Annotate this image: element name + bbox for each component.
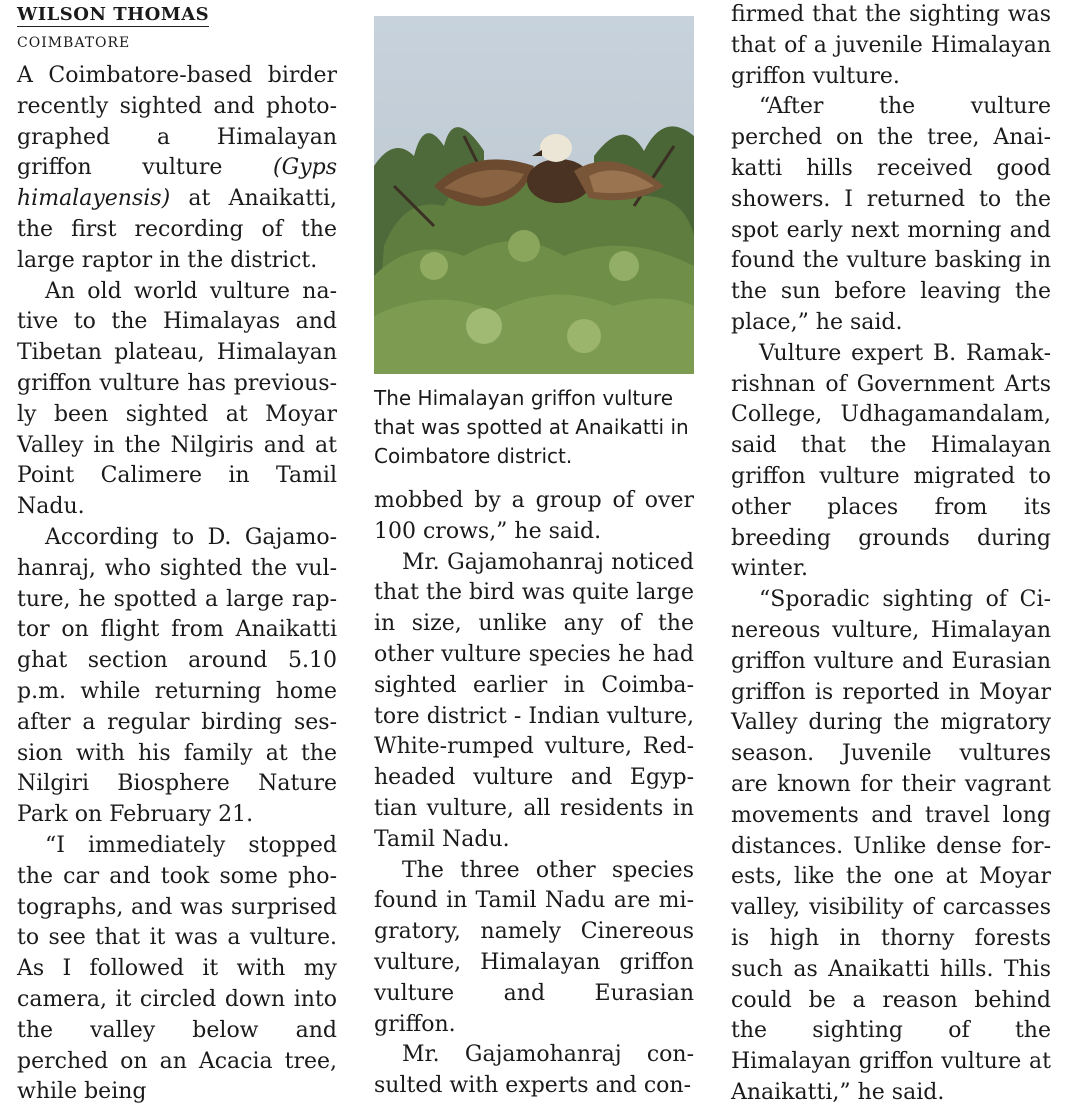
paragraph-species-comparison: Mr. Gajamohanraj noticed that the bird was quite large in size, unlike any of the other vulture species he had sighted earlier in Coimbatore district - Indian vulture, White-rumped vulture, Redheaded vulture and Egyptian vulture, all residents in Tamil Nadu. xyxy=(374,549,694,852)
vulture-photo-illustration xyxy=(374,16,694,374)
dateline-location: COIMBATORE xyxy=(17,35,131,51)
article-column-3 xyxy=(731,0,1051,1109)
paragraph-consulted: Mr. Gajamohanraj consulted with experts and con- xyxy=(374,1042,694,1099)
paragraph-background: An old world vulture native to the Himalayas and Tibetan plateau, Himalayan griffon vulture has previously been sighted at Moyar Valley in the Nilgiris and at Point Calimere in Tamil Nadu. xyxy=(17,278,337,520)
species-name: (Gyps himalayensis) xyxy=(17,155,337,212)
intro-text-a: A Coimbatore-based birder recently sighted and photographed a Himalayan griffon vulture xyxy=(17,63,337,181)
article-column-2 xyxy=(374,0,694,1102)
photo-caption: The Himalayan griffon vulture that was spotted at Anaikatti in Coimbatore district. xyxy=(374,386,689,468)
intro-text-b: at Anaikatti, the first recording of the large raptor in the district. xyxy=(17,186,337,273)
paragraph-confirmed: firmed that the sighting was that of a juvenile Himalayan griffon vulture. xyxy=(731,2,1051,89)
paragraph-mobbed: mobbed by a group of over 100 crows,” he said. xyxy=(374,488,694,544)
paragraph-quote-start: “I immediately stopped the car and took some photographs, and was surprised to see that it was a vulture. As I followed it with my camera, it circled down into the valley below and perched on an Acacia tree, while being xyxy=(17,832,337,1105)
author-byline: WILSON THOMAS xyxy=(17,0,209,27)
paragraph-intro xyxy=(17,61,337,277)
vulture-photo xyxy=(374,16,694,374)
paragraph-expert: Vulture expert B. Ramakrishnan of Government Arts College, Udhagamandalam, said that the Himalayan griffon vulture migrated to other places from its breeding grounds during winter. xyxy=(731,340,1051,582)
article-column-1 xyxy=(17,0,337,1108)
paragraph-migratory: The three other species found in Tamil Nadu are migratory, namely Cinereous vulture, Himalayan griffon vulture and Eurasian griffon. xyxy=(374,857,694,1037)
paragraph-sighting: According to D. Gajamohanraj, who sighted the vulture, he spotted a large raptor on flight from Anaikatti ghat section around 5.10 p.m. while returning home after a regular birding session with his family at the Nilgiri Biosphere Nature Park on February 21. xyxy=(17,524,337,828)
paragraph-expert-quote: “Sporadic sighting of Cinereous vulture, Himalayan griffon vulture and Eurasian griffon is reported in Moyar Valley during the migratory season. Juvenile vultures are known for their vagrant movements and travel long distances. Unlike dense forests, like the one at Moyar valley, visibility of carcasses is high in thorny forests such as Anaikatti hills. This could be a reason behind the sighting of the Himalayan griffon vulture at Anaikatti,” he said. xyxy=(731,587,1051,1105)
paragraph-basking: “After the vulture perched on the tree, Anaikatti hills received good showers. I returned to the spot early next morning and found the vulture basking in the sun before leaving the place,” he said. xyxy=(731,94,1051,335)
